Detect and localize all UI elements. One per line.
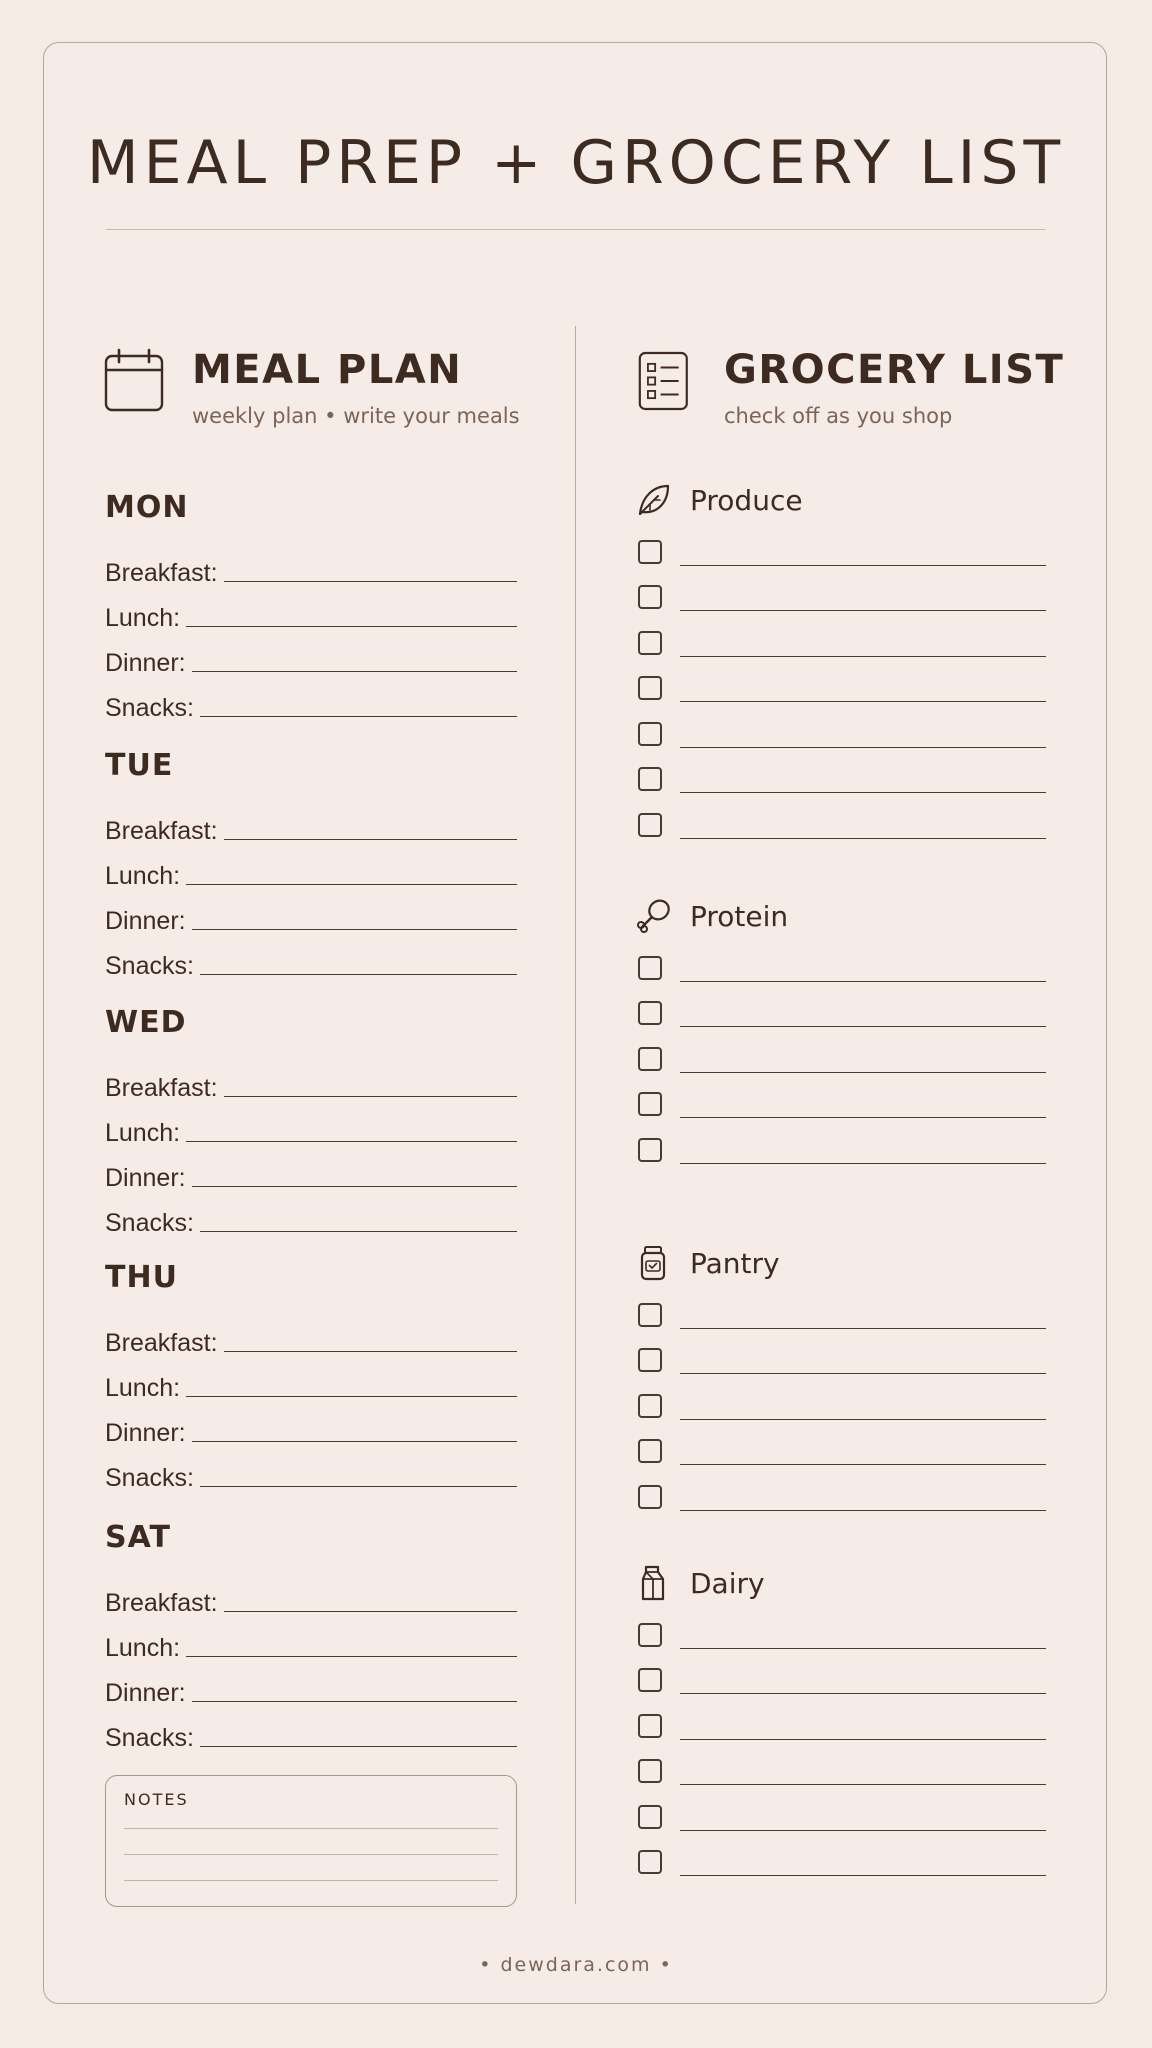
checkbox[interactable] — [638, 1303, 662, 1327]
grocery-item — [636, 984, 1046, 1030]
item-write-line[interactable] — [680, 1117, 1046, 1118]
meal-row — [105, 1356, 517, 1401]
day-name: WED — [105, 1005, 187, 1040]
meal-write-line[interactable] — [192, 1441, 517, 1442]
checkbox[interactable] — [638, 956, 662, 980]
meal-row — [105, 541, 517, 586]
item-write-line[interactable] — [680, 1693, 1046, 1694]
item-write-line[interactable] — [680, 610, 1046, 611]
grocery-item — [636, 1833, 1046, 1879]
page-title: MEAL PREP + GROCERY LIST — [86, 128, 1066, 198]
checkbox[interactable] — [638, 1001, 662, 1025]
meal-label: Dinner: — [105, 1419, 186, 1447]
checkbox[interactable] — [638, 1394, 662, 1418]
meal-write-line[interactable] — [224, 839, 517, 840]
meal-row — [105, 1146, 517, 1191]
item-write-line[interactable] — [680, 1072, 1046, 1073]
grocery-item — [636, 1120, 1046, 1166]
notes-box[interactable] — [105, 1775, 517, 1907]
checkbox[interactable] — [638, 1623, 662, 1647]
item-write-line[interactable] — [680, 1373, 1046, 1374]
item-write-line[interactable] — [680, 792, 1046, 793]
calendar-icon — [104, 348, 166, 414]
meal-label: Dinner: — [105, 907, 186, 935]
checklist-icon — [638, 348, 694, 414]
meal-write-line[interactable] — [224, 1611, 517, 1612]
category-dairy — [636, 1561, 1046, 1878]
grocery-item — [636, 568, 1046, 614]
meal-row — [105, 1571, 517, 1616]
meal-label: Breakfast: — [105, 1074, 218, 1102]
grocery-item — [636, 1787, 1046, 1833]
meal-row — [105, 1101, 517, 1146]
item-write-line[interactable] — [680, 1328, 1046, 1329]
checkbox[interactable] — [638, 813, 662, 837]
day-name: SAT — [105, 1520, 171, 1555]
drumstick-icon — [636, 898, 670, 934]
meal-write-line[interactable] — [186, 1656, 517, 1657]
leaf-icon — [636, 482, 670, 518]
meal-write-line[interactable] — [200, 1486, 517, 1487]
grocery-item — [636, 613, 1046, 659]
meal-row — [105, 1616, 517, 1661]
item-write-line[interactable] — [680, 1464, 1046, 1465]
meal-row — [105, 586, 517, 631]
checkbox[interactable] — [638, 722, 662, 746]
day-name: MON — [105, 490, 189, 525]
meal-label: Lunch: — [105, 862, 181, 890]
item-write-line[interactable] — [680, 1739, 1046, 1740]
checkbox[interactable] — [638, 1138, 662, 1162]
meal-write-line[interactable] — [192, 1186, 517, 1187]
meal-row — [105, 1401, 517, 1446]
meal-row — [105, 799, 517, 844]
category-title: Protein — [690, 899, 789, 933]
grocery-item — [636, 795, 1046, 841]
checkbox[interactable] — [638, 1439, 662, 1463]
item-write-line[interactable] — [680, 838, 1046, 839]
grocery-title: GROCERY LIST — [724, 347, 1065, 393]
checkbox[interactable] — [638, 1850, 662, 1874]
item-write-line[interactable] — [680, 1830, 1046, 1831]
item-write-line[interactable] — [680, 1875, 1046, 1876]
meal-write-line[interactable] — [200, 1231, 517, 1232]
grocery-item — [636, 1742, 1046, 1788]
notes-line[interactable] — [124, 1880, 498, 1881]
meal-label: Dinner: — [105, 1679, 186, 1707]
item-write-line[interactable] — [680, 981, 1046, 982]
category-header — [636, 1561, 1046, 1605]
day-mon — [105, 485, 517, 721]
checkbox[interactable] — [638, 1668, 662, 1692]
meal-row — [105, 1446, 517, 1491]
meal-label: Breakfast: — [105, 559, 218, 587]
item-write-line[interactable] — [680, 565, 1046, 566]
meal-label: Dinner: — [105, 1164, 186, 1192]
meal-row — [105, 934, 517, 979]
grocery-item — [636, 1331, 1046, 1377]
checkbox[interactable] — [638, 1714, 662, 1738]
meal-write-line[interactable] — [186, 1141, 517, 1142]
checkbox[interactable] — [638, 1348, 662, 1372]
meal-label: Snacks: — [105, 952, 194, 980]
day-tue — [105, 743, 517, 979]
grocery-item — [636, 704, 1046, 750]
item-write-line[interactable] — [680, 1510, 1046, 1511]
meal-write-line[interactable] — [224, 581, 517, 582]
grocery-item — [636, 1605, 1046, 1651]
item-write-line[interactable] — [680, 1419, 1046, 1420]
meal-write-line[interactable] — [186, 884, 517, 885]
category-title: Dairy — [690, 1566, 765, 1600]
grocery-item — [636, 1467, 1046, 1513]
footer-website: • dewdara.com • — [479, 1954, 673, 1976]
category-produce — [636, 478, 1046, 841]
grocery-item — [636, 1285, 1046, 1331]
meal-write-line[interactable] — [186, 1396, 517, 1397]
column-divider — [575, 326, 576, 1904]
checkbox[interactable] — [638, 1759, 662, 1783]
item-write-line[interactable] — [680, 656, 1046, 657]
category-header — [636, 1241, 1046, 1285]
meal-label: Lunch: — [105, 1374, 181, 1402]
meal-row — [105, 889, 517, 934]
checkbox[interactable] — [638, 767, 662, 791]
grocery-item — [636, 659, 1046, 705]
meal-label: Lunch: — [105, 1634, 181, 1662]
meal-label: Breakfast: — [105, 1589, 218, 1617]
meal-row — [105, 1056, 517, 1101]
meal-row — [105, 676, 517, 721]
day-thu — [105, 1255, 517, 1491]
jar-icon — [636, 1245, 670, 1281]
checkbox[interactable] — [638, 631, 662, 655]
item-write-line[interactable] — [680, 1648, 1046, 1649]
meal-write-line[interactable] — [200, 1746, 517, 1747]
checkbox[interactable] — [638, 540, 662, 564]
meal-label: Lunch: — [105, 1119, 181, 1147]
meal-row — [105, 1706, 517, 1751]
meal-write-line[interactable] — [224, 1351, 517, 1352]
milk-carton-icon — [636, 1565, 670, 1601]
meal-write-line[interactable] — [200, 974, 517, 975]
meal-row — [105, 1191, 517, 1236]
category-title: Produce — [690, 483, 803, 517]
grocery-item — [636, 1651, 1046, 1697]
meal-label: Snacks: — [105, 1724, 194, 1752]
meal-plan-title: MEAL PLAN — [192, 347, 463, 393]
checkbox[interactable] — [638, 1485, 662, 1509]
checkbox[interactable] — [638, 1047, 662, 1071]
meal-label: Lunch: — [105, 604, 181, 632]
grocery-header — [638, 348, 1064, 428]
grocery-item — [636, 522, 1046, 568]
category-header — [636, 894, 1046, 938]
checkbox[interactable] — [638, 1092, 662, 1116]
grocery-item — [636, 1376, 1046, 1422]
meal-row — [105, 631, 517, 676]
grocery-item — [636, 1696, 1046, 1742]
category-protein — [636, 894, 1046, 1166]
grocery-item — [636, 750, 1046, 796]
meal-write-line[interactable] — [192, 671, 517, 672]
day-name: TUE — [105, 748, 174, 783]
meal-label: Breakfast: — [105, 1329, 218, 1357]
meal-label: Breakfast: — [105, 817, 218, 845]
meal-row — [105, 1311, 517, 1356]
grocery-item — [636, 1075, 1046, 1121]
checkbox[interactable] — [638, 1805, 662, 1829]
meal-row — [105, 844, 517, 889]
meal-label: Snacks: — [105, 1209, 194, 1237]
meal-plan-header — [104, 348, 520, 428]
grocery-item — [636, 1422, 1046, 1468]
day-name: THU — [105, 1260, 178, 1295]
day-wed — [105, 1000, 517, 1236]
meal-label: Dinner: — [105, 649, 186, 677]
category-title: Pantry — [690, 1246, 780, 1280]
meal-label: Snacks: — [105, 694, 194, 722]
item-write-line[interactable] — [680, 747, 1046, 748]
grocery-item — [636, 938, 1046, 984]
title-divider — [106, 229, 1045, 230]
notes-label: NOTES — [124, 1790, 189, 1809]
meal-label: Snacks: — [105, 1464, 194, 1492]
meal-write-line[interactable] — [192, 929, 517, 930]
grocery-subtitle: check off as you shop — [724, 404, 953, 428]
item-write-line[interactable] — [680, 701, 1046, 702]
meal-write-line[interactable] — [192, 1701, 517, 1702]
notes-line[interactable] — [124, 1828, 498, 1829]
meal-row — [105, 1661, 517, 1706]
category-header — [636, 478, 1046, 522]
checkbox[interactable] — [638, 676, 662, 700]
meal-write-line[interactable] — [186, 626, 517, 627]
day-sat — [105, 1515, 517, 1751]
notes-line[interactable] — [124, 1854, 498, 1855]
grocery-item — [636, 1029, 1046, 1075]
item-write-line[interactable] — [680, 1026, 1046, 1027]
checkbox[interactable] — [638, 585, 662, 609]
item-write-line[interactable] — [680, 1163, 1046, 1164]
meal-plan-subtitle: weekly plan • write your meals — [192, 404, 520, 428]
item-write-line[interactable] — [680, 1784, 1046, 1785]
meal-write-line[interactable] — [224, 1096, 517, 1097]
category-pantry — [636, 1241, 1046, 1513]
meal-write-line[interactable] — [200, 716, 517, 717]
